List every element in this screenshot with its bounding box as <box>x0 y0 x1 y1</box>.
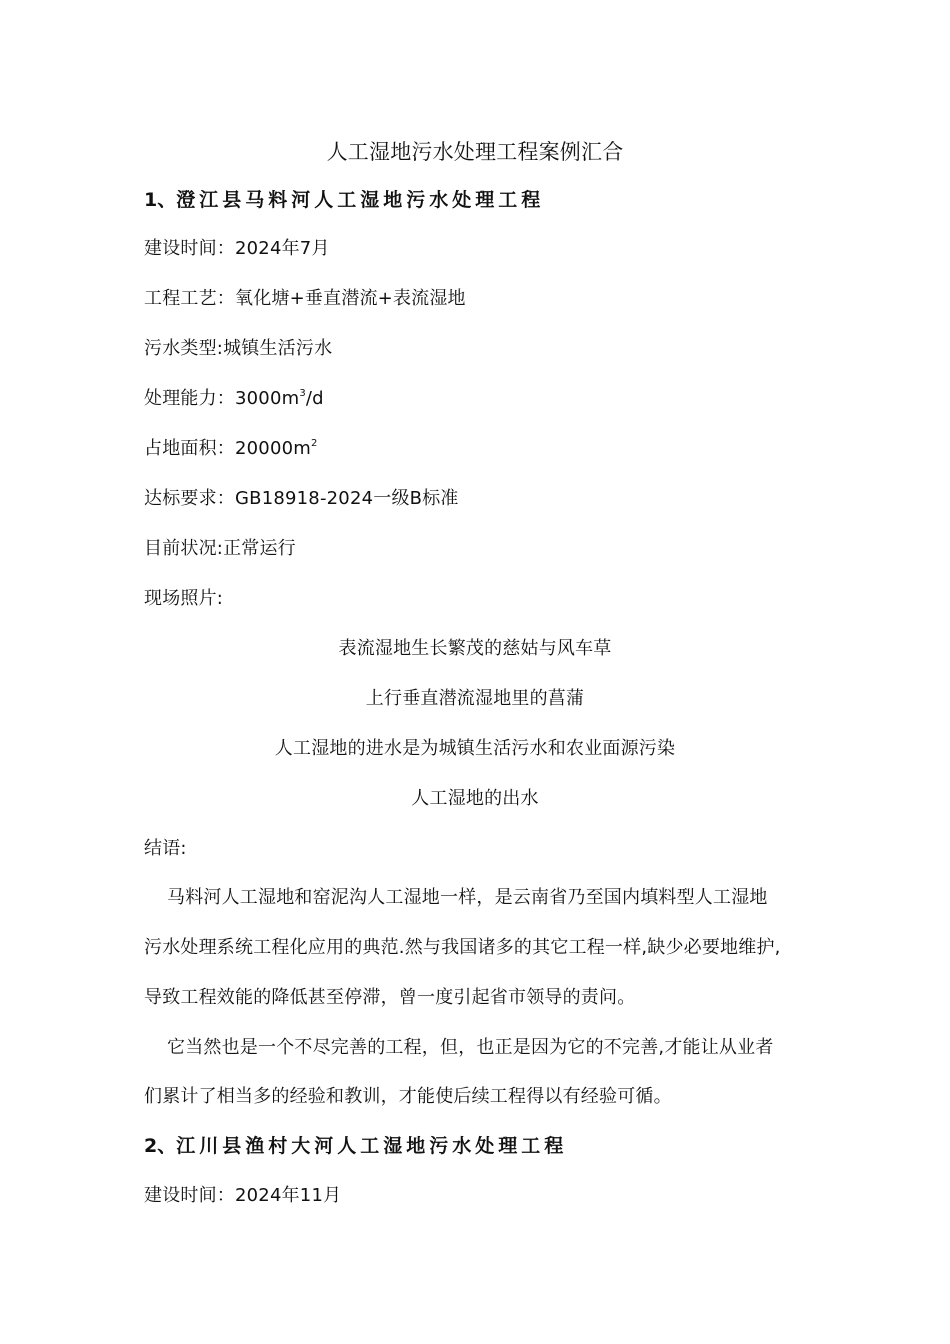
case1-build-time: 建设时间：2024年7月 <box>144 238 330 259</box>
area-value: 占地面积：20000m <box>144 438 311 459</box>
case1-heading <box>144 188 544 212</box>
photo-caption: 人工湿地的出水 <box>411 788 539 809</box>
case1-area <box>144 437 318 461</box>
case2-heading-number: 2、 <box>144 1135 177 1157</box>
case1-photos-label: 现场照片: <box>144 588 224 609</box>
conclusion-paragraph-line: 它当然也是一个不尽完善的工程，但，也正是因为它的不完善,才能让从业者 <box>167 1037 774 1058</box>
conclusion-paragraph-line: 导致工程效能的降低甚至停滞，曾一度引起省市领导的责问。 <box>144 987 636 1008</box>
document-title: 人工湿地污水处理工程案例汇合 <box>326 140 624 164</box>
conclusion-paragraph-line: 们累计了相当多的经验和教训，才能使后续工程得以有经验可循。 <box>144 1086 672 1107</box>
photo-caption: 人工湿地的进水是为城镇生活污水和农业面源污染 <box>274 738 676 759</box>
conclusion-paragraph-line: 污水处理系统工程化应用的典范.然与我国诸多的其它工程一样,缺少必要地维护, <box>144 937 781 958</box>
case2-heading-text: 江川县渔村大河人工湿地污水处理工程 <box>176 1135 568 1157</box>
case2-heading <box>144 1134 567 1158</box>
case2-build-time: 建设时间：2024年11月 <box>144 1185 342 1206</box>
capacity-value: 处理能力：3000m <box>144 388 300 409</box>
case1-status: 目前状况:正常运行 <box>144 538 296 559</box>
case1-process: 工程工艺：氧化塘+垂直潜流+表流湿地 <box>144 288 466 309</box>
capacity-unit: /d <box>305 388 324 409</box>
conclusion-paragraph-line: 马料河人工湿地和窑泥沟人工湿地一样，是云南省乃至国内填料型人工湿地 <box>167 887 768 908</box>
conclusion-label: 结语: <box>144 838 187 859</box>
case1-capacity <box>144 387 324 411</box>
case1-heading-text: 澄江县马料河人工湿地污水处理工程 <box>176 189 545 211</box>
case1-heading-number: 1、 <box>144 189 177 211</box>
capacity-superscript: 3 <box>299 388 306 399</box>
area-superscript: 2 <box>311 438 318 449</box>
photo-caption: 表流湿地生长繁茂的慈姑与风车草 <box>338 638 612 659</box>
case1-sewage-type: 污水类型:城镇生活污水 <box>144 338 333 359</box>
case1-standard: 达标要求：GB18918-2024一级B标准 <box>144 488 459 509</box>
photo-caption: 上行垂直潜流湿地里的菖蒲 <box>365 688 585 709</box>
